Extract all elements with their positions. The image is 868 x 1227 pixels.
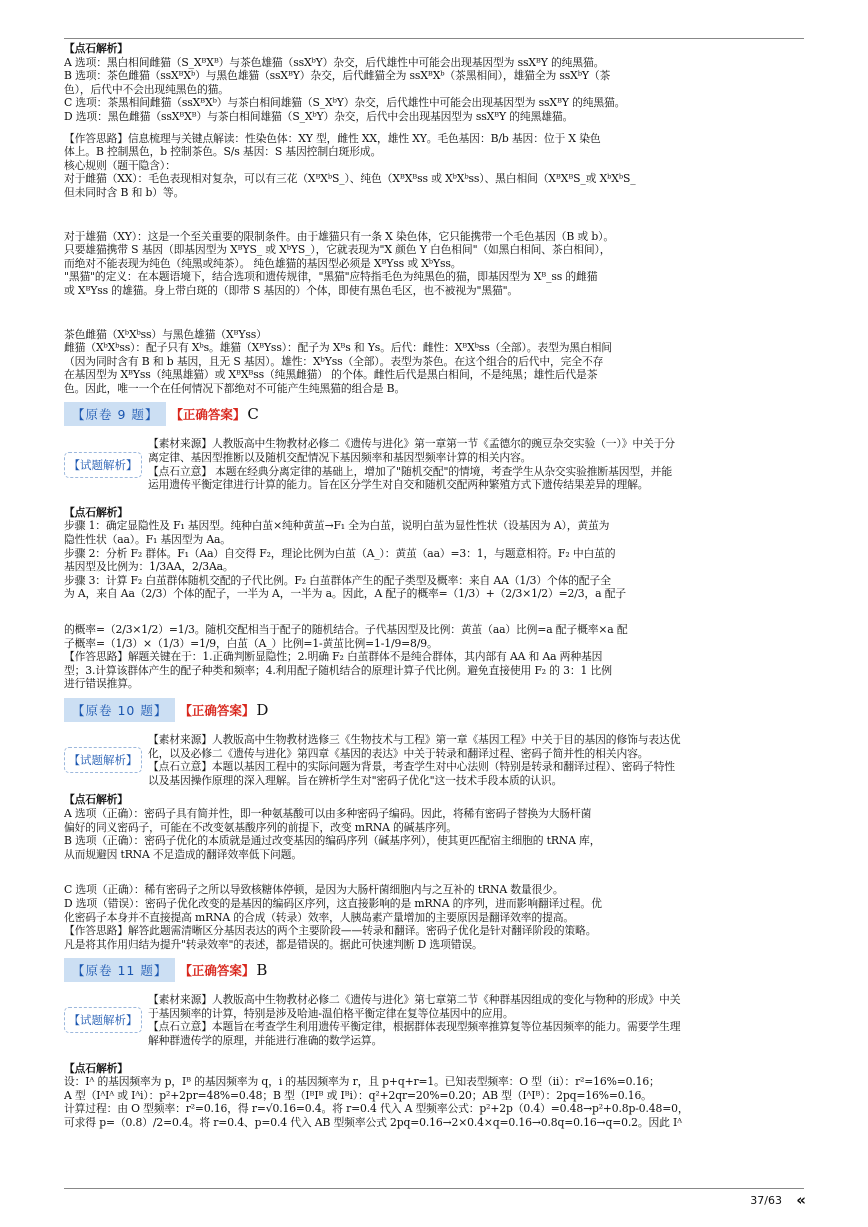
answer-label: 【正确答案】 [179,963,255,979]
body-line: 步骤 2：分析 F₂ 群体。F₁（Aa）自交得 F₂，理论比例为白茧（A_）：黄茧（aa）=3：1，与题意相符。F₂ 中白茧的 [64,546,616,560]
body-line: 【点石立意】本题以基因工程中的实际问题为背景，考查学生对中心法则（特别是转录和翻译过程）、密码子特性 [148,760,675,774]
body-line: 凡是将其作用归结为提升"转录效率"的表述，都是错误的。据此可快速判断 D 选项错误。 [64,937,483,951]
body-line: 【素材来源】人教版高中生物教材必修二《遗传与进化》第七章第二节《种群基因组成的变化与物种的形成》中关 [148,993,681,1007]
body-line: 进行错误推算。 [64,677,139,691]
body-line: 计算过程：由 O 型频率：r²=0.16，得 r=√0.16=0.4。将 r=0.4 代入 A 型频率公式：p²+2p（0.4）=0.48→p²+0.8p-0.48=0， [64,1102,689,1116]
question-header-11 [64,957,804,983]
section-heading: 【点石解析】 [64,793,128,807]
body-line: 离定律、基因型推断以及随机交配情况下基因频率和基因型频率计算的相关内容。 [148,451,532,465]
body-line: "黑猫"的定义：在本题语境下，结合选项和遗传规律，"黑猫"应特指毛色为纯黑色的猫，即基因型为 Xᴮ_ss 的雌猫 [64,270,598,284]
body-line: 为 A，来自 Aa（2/3）个体的配子，一半为 A，一半为 a。因此，A 配子的概率=（1/3）+（2/3×1/2）=2/3，a 配子 [64,587,626,601]
header-rule [64,38,804,39]
body-line: 【点石立意】本题旨在考查学生利用遗传平衡定律，根据群体表现型频率推算复等位基因频率的能力。需要学生理 [148,1020,681,1034]
section-heading: 【点石解析】 [64,505,128,519]
body-line: 色），后代中不会出现纯黑色的猫。 [64,82,229,96]
source-block [64,437,804,491]
body-line: 可求得 p=（0.8）/2=0.4。将 r=0.4、p=0.4 代入 AB 型频率公式 2pq=0.16→2×0.4×q=0.16→0.8q=0.16→q=0.2。因此 Iᴬ [64,1116,682,1130]
body-line: 隐性性状（aa）。F₁ 基因型为 Aa。 [64,533,231,547]
answer-label: 【正确答案】 [170,407,246,423]
body-line: 【素材来源】人教版高中生物教材必修二《遗传与进化》第一章第一节《孟德尔的豌豆杂交实验（一）》中关于分 [148,437,675,451]
body-line: 对于雄猫（XY）：这是一个至关重要的限制条件。由于雄猫只有一条 X 染色体，它只能携带一个毛色基因（B 或 b）。 [64,229,614,243]
body-line: 而绝对不能表现为纯色（纯黑或纯茶）。 纯色雄猫的基因型必须是 XᴮYss 或 XᵇYss。 [64,256,462,270]
page-number: 37/63 [750,1194,782,1207]
body-line: A 选项：黑白相间雌猫（S_XᴮXᴮ）与茶色雄猫（ssXᵇY）杂交，后代雄性中可能会出现基因型为 ssXᴮY 的纯黑猫。 [64,55,605,69]
answer-value: D [256,700,269,719]
body-line: B 选项（正确）：密码子优化的本质就是通过改变基因的编码序列（碱基序列），使其更匹配宿主细胞的 tRNA 库， [64,834,601,848]
body-line: 化，以及必修二《遗传与进化》第四章《基因的表达》中关于转录和翻译过程、密码子简并性的相关内容。 [148,746,649,760]
body-line: 茶色雌猫（XᵇXᵇss）与黑色雄猫（XᴮYss） [64,327,267,341]
body-line: 雌猫（XᵇXᵇss）：配子只有 Xᵇs。雄猫（XᴮYss）：配子为 Xᴮs 和 Ys。后代：雌性：XᴮXᵇss（全部）。表型为黑白相间 [64,341,612,355]
body-line: 子概率=（1/3）×（1/3）=1/9，白茧（A_）比例=1-黄茧比例=1-1/9=8/9。 [64,636,438,650]
body-line: 【素材来源】人教版高中生物教材选修三《生物技术与工程》第一章《基因工程》中关于目的基因的修饰与表达优 [148,732,681,746]
body-line: 步骤 1：确定显隐性及 F₁ 基因型。纯种白茧×纯种黄茧→F₁ 全为白茧，说明白茧为显性性状（设基因为 A），黄茧为 [64,519,610,533]
source-block [64,733,804,787]
body-line: 型；3.计算该群体产生的配子种类和频率；4.利用配子随机结合的原理计算子代比例。避免直接使用 F₂ 的 3：1 比例 [64,663,612,677]
question-tag: 【原卷 9 题】 [64,402,166,426]
body-line: 【点石立意】 本题在经典分离定律的基础上，增加了"随机交配"的情境，考查学生从杂交实验推断基因型，并能 [148,464,672,478]
body-line: 【作答思路】信息梳理与关键点解读：性染色体：XY 型，雌性 XX，雄性 XY。毛色基因：B/b 基因：位于 X 染色 [64,131,601,145]
body-line: 设：Iᴬ 的基因频率为 p，Iᴮ 的基因频率为 q，i 的基因频率为 r，且 p+q+r=1。已知表型频率：O 型（ii）：r²=16%=0.16； [64,1075,660,1089]
body-line: 【作答思路】解题关键在于：1.正确判断显隐性；2.明确 F₂ 白茧群体不是纯合群体，其内部有 AA 和 Aa 两种基因 [64,650,603,664]
body-line: D 选项（错误）：密码子优化改变的是基因的编码区序列，这直接影响的是 mRNA 的序列，进而影响翻译过程。优 [64,896,602,910]
section-heading: 【点石解析】 [64,1061,128,1075]
body-line: C 选项（正确）：稀有密码子之所以导致核糖体停顿，是因为大肠杆菌细胞内与之互补的 tRNA 数量很少。 [64,883,564,897]
body-line: 运用遗传平衡定律进行计算的能力。旨在区分学生对自交和随机交配两种繁殖方式下遗传结果差异的理解。 [148,478,649,492]
document-body [64,42,804,1130]
body-line: A 型（IᴬIᴬ 或 Iᴬi）：p²+2pr=48%=0.48；B 型（IᴮIᴮ 或 Iᴮi）：q²+2qr=20%=0.20；AB 型（IᴬIᴮ）：2pq=16%=0.16。 [64,1088,652,1102]
question-header-10 [64,697,804,723]
answer-label: 【正确答案】 [179,702,255,718]
body-line: 只要雄猫携带 S 基因（即基因型为 XᴮYS_ 或 XᵇYS_），它就表现为"X 颜色 Y 白色相间"（如黑白相间、茶白相间）， [64,243,611,257]
answer-value: C [247,405,259,424]
question-tag: 【原卷 11 题】 [64,958,175,982]
body-line: 以及基因操作原理的深入理解。旨在辨析学生对"密码子优化"这一技术手段本质的认识。 [148,773,563,787]
answer-value: B [256,961,268,980]
body-line: 但未同时含 B 和 b）等。 [64,185,185,199]
body-line: 色。因此，唯一一个在任何情况下都绝对不可能产生纯黑猫的组合是 B。 [64,381,406,395]
body-line: 【作答思路】解答此题需清晰区分基因表达的两个主要阶段——转录和翻译。密码子优化是针对翻译阶段的策略。 [64,924,597,938]
body-line: 于基因频率的计算，特别是涉及哈迪-温伯格平衡定律在复等位基因中的应用。 [148,1006,514,1020]
body-line: 在基因型为 XᴮYss（纯黑雄猫）或 XᴮXᴮss（纯黑雌猫） 的个体。雌性后代是黑白相间，不是纯黑；雄性后代是茶 [64,368,598,382]
question-header-9 [64,401,804,427]
body-line: 对于雌猫（XX）：毛色表现相对复杂，可以有三花（XᴮXᵇS_）、纯色（XᴮXᴮss 或 XᵇXᵇss）、黑白相间（XᴮXᴮS_或 XᵇXᵇS_ [64,172,636,186]
analysis-side-label: 【试题解析】 [64,452,142,478]
body-line: 基因型及比例为：1/3AA，2/3Aa。 [64,560,234,574]
body-line: 核心规则（题干隐含）： [64,158,176,172]
body-line: 体上。B 控制黑色，b 控制茶色。S/s 基因：S 基因控制白斑形成。 [64,145,382,159]
body-line: 步骤 3：计算 F₂ 白茧群体随机交配的子代比例。F₂ 白茧群体产生的配子类型及概率：来自 AA（1/3）个体的配子全 [64,573,611,587]
body-line: D 选项：黑色雌猫（ssXᴮXᴮ）与茶白相间雄猫（S_XᵇY）杂交，后代中会出现基因型为 ssXᴮY 的纯黑雄猫。 [64,109,574,123]
question-tag: 【原卷 10 题】 [64,698,175,722]
analysis-side-label: 【试题解析】 [64,1007,142,1033]
body-line: C 选项：茶黑相间雌猫（ssXᴮXᵇ）与茶白相间雄猫（S_XᵇY）杂交，后代雄性中可能会出现基因型为 ssXᴮY 的纯黑猫。 [64,96,626,110]
body-line: A 选项（正确）：密码子具有简并性，即一种氨基酸可以由多种密码子编码。因此，将稀有密码子替换为大肠杆菌 [64,806,592,820]
section-heading: 【点石解析】 [64,42,128,55]
body-line: 的概率=（2/3×1/2）=1/3。随机交配相当于配子的随机结合。子代基因型及比例：黄茧（aa）比例=a 配子概率×a 配 [64,623,628,636]
body-line: （因为同时含有 B 和 b 基因，且无 S 基因）。雄性：XᵇYss（全部）。表型为茶色。在这个组合的后代中，完全不存 [64,354,604,368]
body-line: 从而规避因 tRNA 不足造成的翻译效率低下问题。 [64,847,302,861]
body-line: B 选项：茶色雌猫（ssXᴮXᵇ）与黑色雄猫（ssXᴮY）杂交，后代雌猫全为 ssXᴮXᵇ（茶黑相间），雄猫全为 ssXᵇY（茶 [64,69,611,83]
source-block [64,993,804,1047]
previous-page-chevron-icon[interactable]: « [796,1191,806,1209]
body-line: 解种群遗传学的原理，并能进行准确的数学运算。 [148,1034,383,1048]
footer-rule [64,1188,804,1189]
body-line: 或 XᴮYss 的雄猫。身上带白斑的（即带 S 基因的）个体，即使有黑色毛区，也不被视为"黑猫"。 [64,283,519,297]
analysis-side-label: 【试题解析】 [64,747,142,773]
body-line: 化密码子本身并不直接提高 mRNA 的合成（转录）效率，人胰岛素产量增加的主要原因是翻译效率的提高。 [64,910,575,924]
body-line: 偏好的同义密码子，可能在不改变氨基酸序列的前提下，改变 mRNA 的碱基序列。 [64,820,457,834]
